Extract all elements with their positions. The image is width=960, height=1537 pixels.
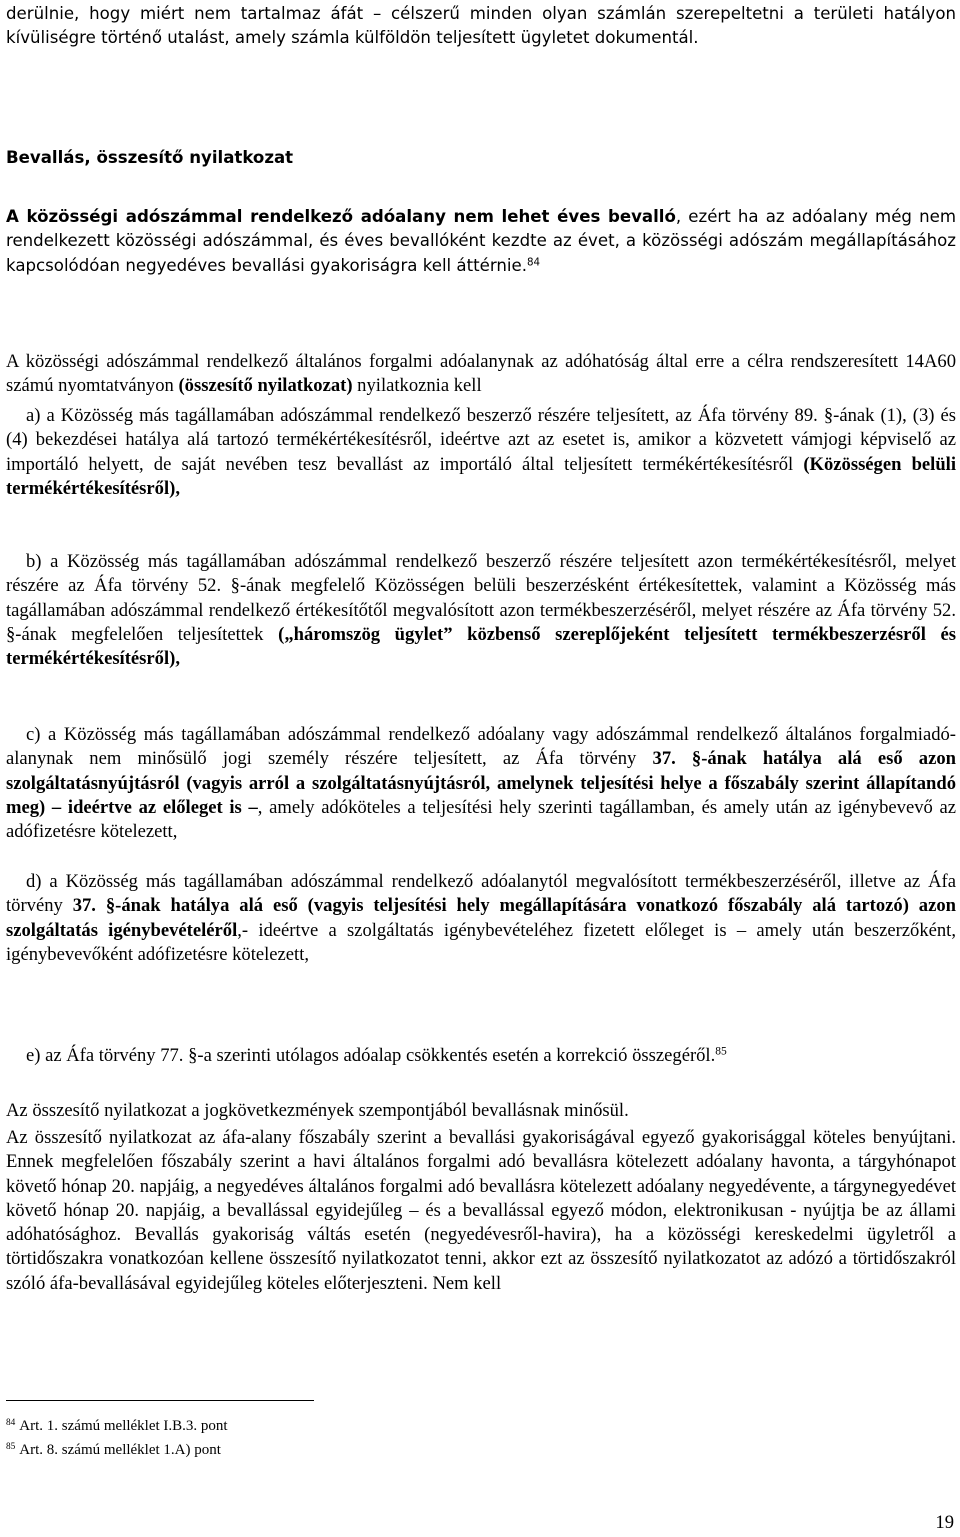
item-c-text: c) a Közösség más tagállamában adószámmal rendelkező adóalany vagy adószámmal rendelkező általános forgalmiadó-alanynak nem minősülő jogi személy részére teljesített, az Áfa törvény xyxy=(6,724,956,770)
summary-paragraph: Az összesítő nyilatkozat a jogkövetkezmények szempontjából bevallásnak minősül. xyxy=(6,1100,629,1121)
page-number: 19 xyxy=(935,1512,954,1533)
item-e-text: e) az Áfa törvény 77. §-a szerinti utólagos adóalap csökkentés esetén a korrekció összegéről. xyxy=(26,1045,716,1066)
item-a xyxy=(6,404,956,501)
lead-tail: nyilatkoznia kell xyxy=(352,375,482,397)
footnote-text: Art. 1. számú melléklet I.B.3. pont xyxy=(19,1418,228,1434)
intro-rest: , ezért ha az adóalany még nem rendelkezett közösségi adószámmal, és éves bevallóként kezdte az évet, a közösségi adószám megállapításához kapcsolódóan negyedéves bevallási gyakoriságra kell áttérnie. xyxy=(6,207,956,275)
item-d-text: d) a Közösség más tagállamában adószámmal rendelkező adóalanytól megvalósított termékbeszerzéséről, illetve az Áfa törvény xyxy=(6,871,956,917)
item-e xyxy=(6,1044,956,1068)
section-heading: Bevallás, összesítő nyilatkozat xyxy=(6,148,294,167)
footnote-84 xyxy=(6,1416,228,1436)
intro-bold: A közösségi adószámmal rendelkező adóalany nem lehet éves bevalló xyxy=(6,207,676,226)
footnote-text: Art. 8. számú melléklet 1.A) pont xyxy=(19,1442,221,1458)
carryover-text: derülnie, hogy miért nem tartalmaz áfát – célszerű minden olyan számlán szerepeltetni a területi hatályon kívüliségre történő utalást, amely számla külföldön teljesített ügyletet dokumentál. xyxy=(6,4,956,48)
item-a-bold: (Közösségen belüli termékértékesítésről), xyxy=(6,453,957,499)
item-b xyxy=(6,550,956,671)
final-paragraph: Az összesítő nyilatkozat az áfa-alany főszabály szerint a bevallási gyakoriságával egyező gyakorisággal köteles benyújtani. Ennek megfelelően főszabály szerint a havi általános forgalmi adó bevallásra kötelezett adóalany havonta, a tárgyhónapot követő hónap 20. napjáig, a negyedéves általános forgalmi adó bevallásra kötelezett adóalany negyedévente, a tárgynegyedévet követő hónap 20. napjáig, a bevallással egyidejűleg – és a bevallással egyező módon, elektronikusan - nyújtja be az állami adóhatósághoz. Bevallás gyakoriság váltás esetén (negyedévesről-havira), ha a közösségi kereskedelmi ügyletről a törtidőszakra vonatkozóan kellene összesítő nyilatkozatot tenni, akkor ezt az összesítő nyilatkozatot az adózó a törtidőszakról szóló áfa-bevallásával egyidejűleg köteles előterjeszteni. Nem kell xyxy=(6,1127,956,1294)
footnote-85 xyxy=(6,1440,221,1460)
item-b-bold: („háromszög ügylet” közbenső szereplőjeként teljesített termékbeszerzésről és termékértékesítésről), xyxy=(6,623,956,670)
item-a-text: a) a Közösség más tagállamában adószámmal rendelkező beszerző részére teljesített, az Áfa törvény 89. §-ának (1), (3) és (4) bekezdései hatálya alá tartozó termékértékesítésről, ideértve azt az esetet is, amikor a közvetett vámjogi képviselő az importáló helyett, de saját nevében tesz bevallást az importáló által teljesített termékértékesítésről xyxy=(6,405,956,475)
item-c-rest: , amely adóköteles a teljesítési hely szerinti tagállamban, és amely után az igénybevevő az adófizetésre kötelezett, xyxy=(6,796,956,843)
item-d-rest: ,- ideértve a szolgáltatás igénybevételéhez fizetett előleget is – amely után beszerzőként, igénybevevőként adófizetésre kötelezett, xyxy=(6,919,956,965)
item-b-text: b) a Közösség más tagállamában adószámmal rendelkező beszerző részére teljesített azon termékértékesítésről, melyet részére az Áfa törvény 52. §-ának megfelelő Közösségen belüli beszerzésként értékesítettek, valamint a Közösség más tagállamában adószámmal rendelkező értékesítőtől megvalósított azon termékbeszerzéséről, melyet részére az Áfa törvény 52. §-ának megfelelően teljesítettek xyxy=(6,551,956,645)
lead-text: A közösségi adószámmal rendelkező általános forgalmi adóalanynak az adóhatóság által erre a célra rendszeresített 14A60 számú nyomtatványon xyxy=(6,351,956,397)
item-d-bold: 37. §-ának hatálya alá eső (vagyis teljesítési hely megállapítására vonatkozó főszabály alá tartozó) azon szolgáltatás igénybevételéről xyxy=(6,895,956,941)
footnote-ref-85: 85 xyxy=(715,1045,727,1058)
item-c xyxy=(6,723,956,844)
item-d xyxy=(6,870,956,967)
item-c-bold: 37. §-ának hatálya alá eső azon szolgáltatásnyújtásról (vagyis arról a szolgáltatásnyújtásról, amelynek teljesítési helye a főszabály szerint állapítandó meg) – ideértve az előleget is – xyxy=(6,748,956,818)
lead-bold: (összesítő nyilatkozat) xyxy=(178,375,353,397)
footnote-divider xyxy=(6,1400,314,1401)
footnote-ref-84: 84 xyxy=(526,255,541,268)
footnote-number: 84 xyxy=(6,1418,16,1429)
footnote-number: 85 xyxy=(6,1442,16,1453)
intro-paragraph xyxy=(6,205,956,278)
carryover-paragraph xyxy=(6,2,956,51)
lead-paragraph xyxy=(6,350,956,399)
